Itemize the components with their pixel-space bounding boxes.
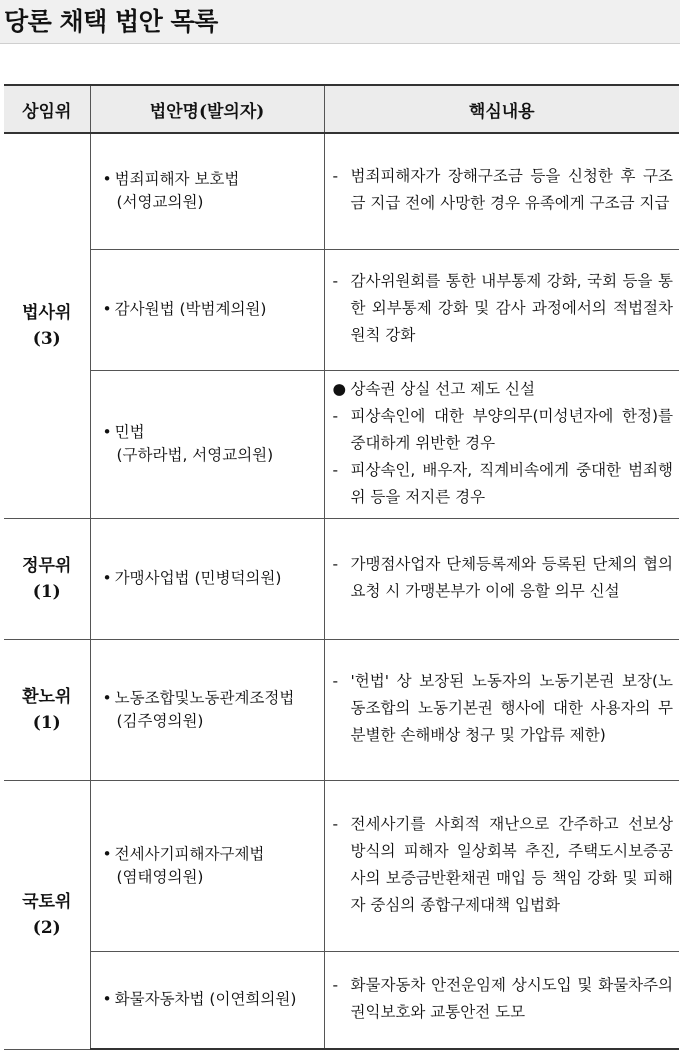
dash-marker: - [332, 554, 339, 573]
table-row [4, 370, 679, 518]
bullet-icon: • [102, 300, 112, 318]
content-text: 피상속인, 배우자, 직계비속에게 중대한 범죄행위 등을 저지른 경우 [350, 460, 673, 506]
content-item [333, 551, 674, 605]
table-row [4, 249, 679, 370]
table-row [4, 639, 679, 780]
content-text: 범죄피해자가 장해구조금 등을 신청한 후 구조금 지급 전에 사망한 경우 유족에게 구조금 지급 [350, 167, 673, 213]
content-text: '헌법' 상 보장된 노동자의 노동기본권 보장(노동조합의 노동기본권 행사에 대한 사용자의 무분별한 손해배상 청구 및 가압류 제한) [350, 672, 673, 744]
law-table [4, 84, 679, 1050]
table-row [4, 951, 679, 1049]
dash-marker: - [332, 975, 339, 994]
bill-cell [90, 518, 324, 639]
table-row [4, 518, 679, 639]
committee-count: (1) [32, 712, 61, 733]
content-text: 피상속인에 대한 부양의무(미성년자에 한정)를 중대하게 위반한 경우 [350, 406, 673, 452]
committee-name: 법사위 [22, 302, 72, 323]
page-title: 당론 채택 법안 목록 [4, 7, 218, 36]
table-row [4, 133, 679, 249]
content-item [333, 163, 674, 217]
content-item [333, 457, 674, 511]
committee-cell [4, 518, 90, 639]
bill-name: 감사원법 (박범계의원) [114, 300, 267, 318]
table-row [4, 780, 679, 951]
content-cell [324, 133, 679, 249]
dash-marker: - [332, 272, 339, 290]
table-body [4, 133, 679, 1049]
content-item [333, 376, 674, 403]
dash-marker: - [332, 406, 339, 425]
bill-name: 민법 [114, 423, 145, 441]
content-item [333, 403, 674, 457]
bill-sponsor: (김주영의원) [116, 711, 204, 730]
bill-cell [90, 639, 324, 780]
title-bar [0, 0, 680, 44]
bullet-icon: • [102, 990, 112, 1009]
content-text: 화물자동차 안전운임제 상시도입 및 화물차주의 권익보호와 교통안전 도모 [350, 975, 673, 1021]
bullet-icon: • [102, 170, 112, 189]
bill-sponsor: (염태영의원) [116, 867, 204, 886]
header-content: 핵심내용 [324, 85, 679, 133]
committee-count: (3) [32, 328, 61, 349]
content-item [333, 268, 674, 349]
bill-name: 노동조합및노동관계조정법 [114, 688, 295, 707]
bullet-dot-icon: ● [332, 379, 347, 398]
bill-name: 가맹사업법 (민병덕의원) [114, 569, 282, 587]
dash-marker: - [332, 814, 339, 833]
committee-name: 국토위 [22, 891, 72, 912]
committee-cell [4, 780, 90, 1049]
committee-name: 정무위 [22, 555, 72, 576]
bill-name: 화물자동차법 (이연희의원) [114, 990, 297, 1009]
content-item [333, 811, 674, 919]
bill-cell [90, 133, 324, 249]
bill-cell [90, 249, 324, 370]
bill-cell [90, 780, 324, 951]
dash-marker: - [332, 672, 339, 690]
bullet-icon: • [102, 569, 112, 587]
header-bill: 법안명(발의자) [90, 85, 324, 133]
bill-cell [90, 951, 324, 1049]
content-cell [324, 518, 679, 639]
bill-name: 전세사기피해자구제법 [114, 844, 265, 863]
content-cell [324, 249, 679, 370]
bill-cell [90, 370, 324, 518]
committee-cell [4, 133, 90, 518]
dash-marker: - [332, 460, 339, 479]
committee-count: (1) [32, 581, 61, 602]
header-committee: 상임위 [4, 85, 90, 133]
content-cell [324, 780, 679, 951]
content-text: 상속권 상실 선고 제도 신설 [350, 379, 535, 398]
committee-cell [4, 639, 90, 780]
content-cell [324, 370, 679, 518]
bullet-icon: • [102, 844, 112, 863]
content-cell [324, 639, 679, 780]
content-item [333, 972, 674, 1026]
bill-sponsor: (구하라법, 서영교의원) [116, 446, 274, 464]
bill-name: 범죄피해자 보호법 [114, 170, 240, 189]
committee-count: (2) [32, 917, 61, 938]
content-text: 가맹점사업자 단체등록제와 등록된 단체의 협의 요청 시 가맹본부가 이에 응할 의무 신설 [350, 554, 673, 600]
bill-sponsor: (서영교의원) [116, 193, 204, 212]
bullet-icon: • [102, 688, 112, 707]
bullet-icon: • [102, 423, 112, 441]
content-text: 전세사기를 사회적 재난으로 간주하고 선보상 방식의 피해자 일상회복 추진, 주택도시보증공사의 보증금반환채권 매입 등 책임 강화 및 피해자 중심의 종합구제대책 입법화 [350, 814, 673, 914]
table-header-row [4, 85, 679, 133]
content-item [333, 668, 674, 749]
committee-name: 환노위 [22, 686, 72, 707]
content-text: 감사위원회를 통한 내부통제 강화, 국회 등을 통한 외부통제 강화 및 감사 과정에서의 적법절차 원칙 강화 [350, 272, 673, 344]
content-cell [324, 951, 679, 1049]
dash-marker: - [332, 167, 339, 186]
